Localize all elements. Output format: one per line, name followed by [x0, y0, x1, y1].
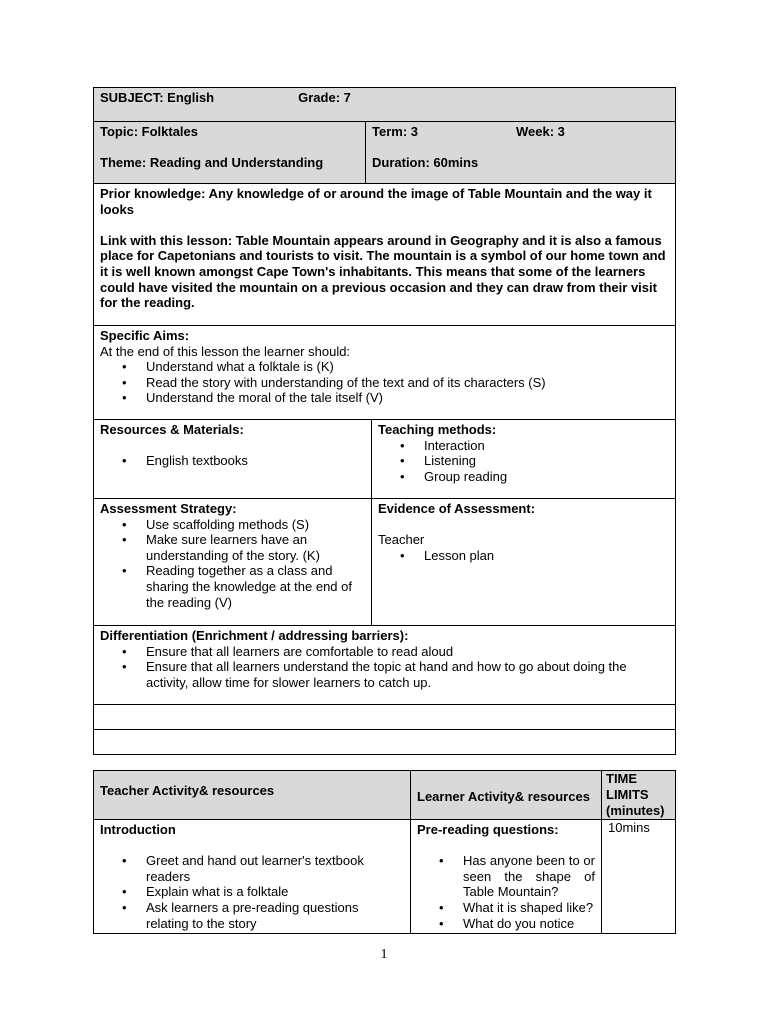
grade-label: Grade: 7 [298, 90, 351, 105]
teacher-activity-list [100, 853, 404, 931]
list-item: • Lesson plan [424, 548, 669, 564]
list-item: • Explain what is a folktale [146, 884, 404, 900]
list-item: • What do you notice [463, 916, 595, 932]
list-item: • Ask learners a pre-reading questions relating to the story [146, 900, 404, 931]
term-cell [366, 122, 676, 184]
theme-label: Theme: Reading and Understanding [100, 155, 324, 171]
prior-knowledge-text: Prior knowledge: Any knowledge of or around the image of Table Mountain and the way it looks [100, 186, 652, 217]
differentiation-list [100, 644, 669, 691]
resources-title: Resources & Materials: [100, 422, 244, 437]
subject-row [94, 88, 676, 122]
page-number: 1 [380, 947, 388, 962]
topic-cell [94, 122, 366, 184]
list-item: • English textbooks [146, 453, 365, 469]
learner-activity-list [417, 853, 595, 931]
lesson-plan-table [93, 87, 676, 755]
list-item: • Ensure that all learners understand the topic at hand and how to go about doing the activity, allow time for slower learners to catch up. [146, 659, 669, 690]
teacher-heading: Introduction [100, 822, 176, 837]
list-item: • Has anyone been to or seen the shape of Table Mountain? [463, 853, 595, 900]
learner-activity-header: Learner Activity& resources [411, 771, 602, 820]
evidence-title: Evidence of Assessment: [378, 501, 536, 516]
empty-row [94, 730, 676, 755]
activity-table [93, 770, 676, 934]
week-label: Week: 3 [516, 124, 565, 139]
list-item: • What it is shaped like? [463, 900, 595, 916]
topic-label: Topic: Folktales [100, 124, 198, 139]
learner-activity-cell [411, 820, 602, 934]
list-item: • Group reading [424, 469, 669, 485]
assessment-strategy-list [100, 517, 365, 611]
list-item: • Reading together as a class and sharing the knowledge at the end of the reading (V) [146, 563, 365, 610]
specific-aims-list [100, 359, 669, 406]
list-item: • Interaction [424, 438, 669, 454]
time-cell: 10mins [602, 820, 676, 934]
list-item: • Ensure that all learners are comfortable to read aloud [146, 644, 669, 660]
list-item: • Listening [424, 453, 669, 469]
list-item: • Use scaffolding methods (S) [146, 517, 365, 533]
differentiation-cell [94, 626, 676, 705]
duration-label: Duration: 60mins [372, 155, 479, 171]
assessment-strategy-title: Assessment Strategy: [100, 501, 237, 516]
prior-knowledge-cell [94, 184, 676, 326]
learner-heading: Pre-reading questions: [417, 822, 559, 837]
subject-label: SUBJECT: English [100, 90, 215, 105]
evidence-cell [372, 499, 676, 626]
evidence-sub: Teacher [378, 532, 425, 548]
teaching-methods-title: Teaching methods: [378, 422, 497, 437]
evidence-list [378, 548, 669, 564]
differentiation-title: Differentiation (Enrichment / addressing barriers): [100, 628, 409, 643]
teacher-activity-cell [94, 820, 411, 934]
teaching-methods-cell [372, 420, 676, 499]
specific-aims-cell [94, 326, 676, 420]
term-label: Term: 3 [372, 124, 418, 139]
list-item: • Read the story with understanding of the text and of its characters (S) [146, 375, 669, 391]
empty-row [94, 705, 676, 730]
teacher-activity-header: Teacher Activity& resources [94, 771, 411, 820]
teaching-methods-list [378, 438, 669, 485]
assessment-strategy-cell [94, 499, 372, 626]
specific-aims-intro: At the end of this lesson the learner should: [100, 343, 351, 359]
specific-aims-title: Specific Aims: [100, 328, 190, 343]
list-item: • Understand the moral of the tale itself (V) [146, 390, 669, 406]
link-lesson-text: Link with this lesson: Table Mountain appears around in Geography and it is also a famous place for Capetonians and tourists to visit. The mountain is a symbol of our home town and it is well known amongst Cape Town's inhabitants. This means that some of the learners could have visited the mountain on a previous occasion and they can draw from their visit for the reading. [100, 232, 666, 311]
resources-cell [94, 420, 372, 499]
time-limits-header: TIME LIMITS (minutes) [602, 771, 676, 820]
list-item: • Greet and hand out learner's textbook readers [146, 853, 404, 884]
resources-list [100, 453, 365, 469]
list-item: • Make sure learners have an understanding of the story. (K) [146, 532, 365, 563]
list-item: • Understand what a folktale is (K) [146, 359, 669, 375]
